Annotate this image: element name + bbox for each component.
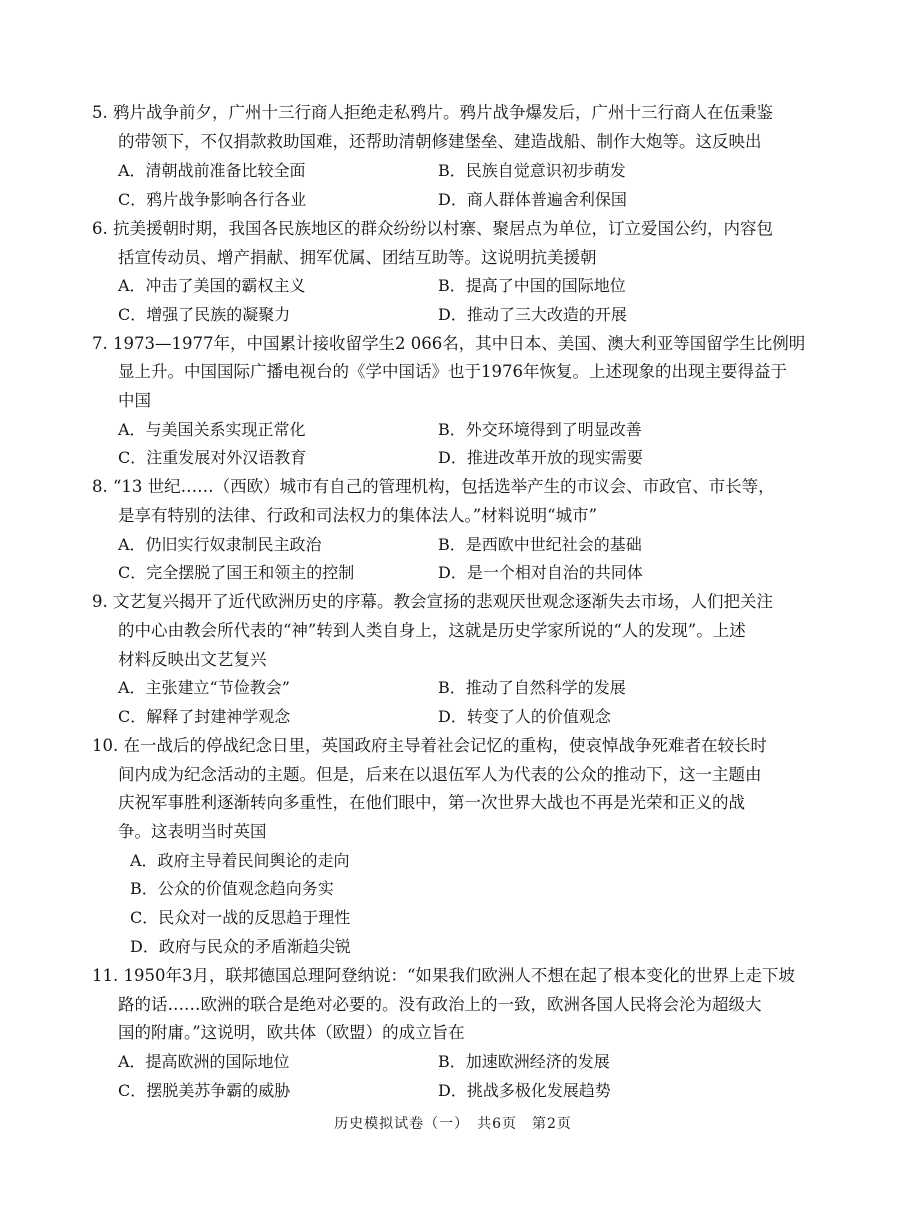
question-7-line-1: 7. 1973—1977年，中国累计接收留学生2 066名，其中日本、美国、澳大利亚等国留学生比例明 [92,334,806,353]
question-11-line-1: 11. 1950年3月，联邦德国总理阿登纳说：“如果我们欧洲人不想在起了根本变化的世界上走下坡 [92,966,795,985]
question-11-line-3: 国的附庸。”这说明，欧共体（欧盟）的成立旨在 [118,1023,465,1042]
question-9-line-2: 的中心由教会所代表的“神”转到人类自身上，这就是历史学家所说的“人的发现”。上述 [118,621,746,640]
question-10-line-3: 庆祝军事胜利逐渐转向多重性，在他们眼中，第一次世界大战也不再是光荣和正义的战 [118,793,745,812]
question-7-option-d: D．推进改革开放的现实需要 [438,448,643,467]
question-8-option-b: B．是西欧中世纪社会的基础 [438,535,642,554]
question-9-option-d: D．转变了人的价值观念 [438,707,611,726]
question-6-option-a: A．冲击了美国的霸权主义 [118,276,306,295]
question-8-line-1: 8. “13 世纪……（西欧）城市有自己的管理机构，包括选举产生的市议会、市政官、市长等， [92,477,775,496]
question-6-line-1: 6. 抗美援朝时期，我国各民族地区的群众纷纷以村寨、聚居点为单位，订立爱国公约，内容包 [92,219,773,238]
question-7-option-c: C．注重发展对外汉语教育 [118,448,307,467]
question-10-option-d: D．政府与民众的矛盾渐趋尖锐 [130,937,351,956]
question-10-option-c: C．民众对一战的反思趋于理性 [130,908,351,927]
page-footer: 历史模拟试卷（一） 共6页 第2页 [334,1116,572,1132]
question-11-line-2: 路的话……欧洲的联合是绝对必要的。没有政治上的一致，欧洲各国人民将会沦为超级大 [118,995,762,1014]
question-9-option-a: A．主张建立“节俭教会” [118,678,290,697]
question-10-line-1: 10. 在一战后的停战纪念日里，英国政府主导着社会记忆的重构，使哀悼战争死难者在较长时 [92,736,767,755]
question-11-option-a: A．提高欧洲的国际地位 [118,1052,290,1071]
question-5-option-c: C．鸦片战争影响各行各业 [118,190,307,209]
question-5-option-d: D．商人群体普遍舍利保国 [438,190,627,209]
question-8-option-c: C．完全摆脱了国王和领主的控制 [118,563,355,582]
question-7-line-3: 中国 [118,391,151,410]
question-9-line-1: 9. 文艺复兴揭开了近代欧洲历史的序幕。教会宣扬的悲观厌世观念逐渐失去市场，人们把关注 [92,592,773,611]
question-5-option-b: B．民族自觉意识初步萌发 [438,161,626,180]
question-8-line-2: 是享有特别的法律、行政和司法权力的集体法人。”材料说明“城市” [118,506,598,525]
question-7-option-a: A．与美国关系实现正常化 [118,420,306,439]
question-7-option-b: B．外交环境得到了明显改善 [438,420,642,439]
question-9-option-c: C．解释了封建神学观念 [118,707,291,726]
question-9-line-3: 材料反映出文艺复兴 [118,650,267,669]
question-9-option-b: B．推动了自然科学的发展 [438,678,626,697]
question-10-option-b: B．公众的价值观念趋向务实 [130,879,334,898]
question-6-line-2: 括宣传动员、增产捐献、拥军优属、团结互助等。这说明抗美援朝 [118,248,597,267]
question-10-line-4: 争。这表明当时英国 [118,822,267,841]
question-5-line-1: 5. 鸦片战争前夕，广州十三行商人拒绝走私鸦片。鸦片战争爆发后，广州十三行商人在伍秉鉴 [92,103,773,122]
question-11-option-b: B．加速欧洲经济的发展 [438,1052,610,1071]
question-11-option-d: D．挑战多极化发展趋势 [438,1081,611,1100]
question-5-option-a: A．清朝战前准备比较全面 [118,161,306,180]
question-7-line-2: 显上升。中国国际广播电视台的《学中国话》也于1976年恢复。上述现象的出现主要得益于 [118,362,787,381]
question-10-option-a: A．政府主导着民间舆论的走向 [130,851,350,870]
question-6-option-b: B．提高了中国的国际地位 [438,276,626,295]
question-5-line-2: 的带领下，不仅捐款救助国难，还帮助清朝修建堡垒、建造战船、制作大炮等。这反映出 [118,132,762,151]
question-6-option-c: C．增强了民族的凝聚力 [118,305,291,324]
question-10-line-2: 间内成为纪念活动的主题。但是，后来在以退伍军人为代表的公众的推动下，这一主题由 [118,765,762,784]
question-11-option-c: C．摆脱美苏争霸的威胁 [118,1081,291,1100]
question-8-option-a: A．仍旧实行奴隶制民主政治 [118,535,322,554]
question-8-option-d: D．是一个相对自治的共同体 [438,563,643,582]
question-6-option-d: D．推动了三大改造的开展 [438,305,627,324]
